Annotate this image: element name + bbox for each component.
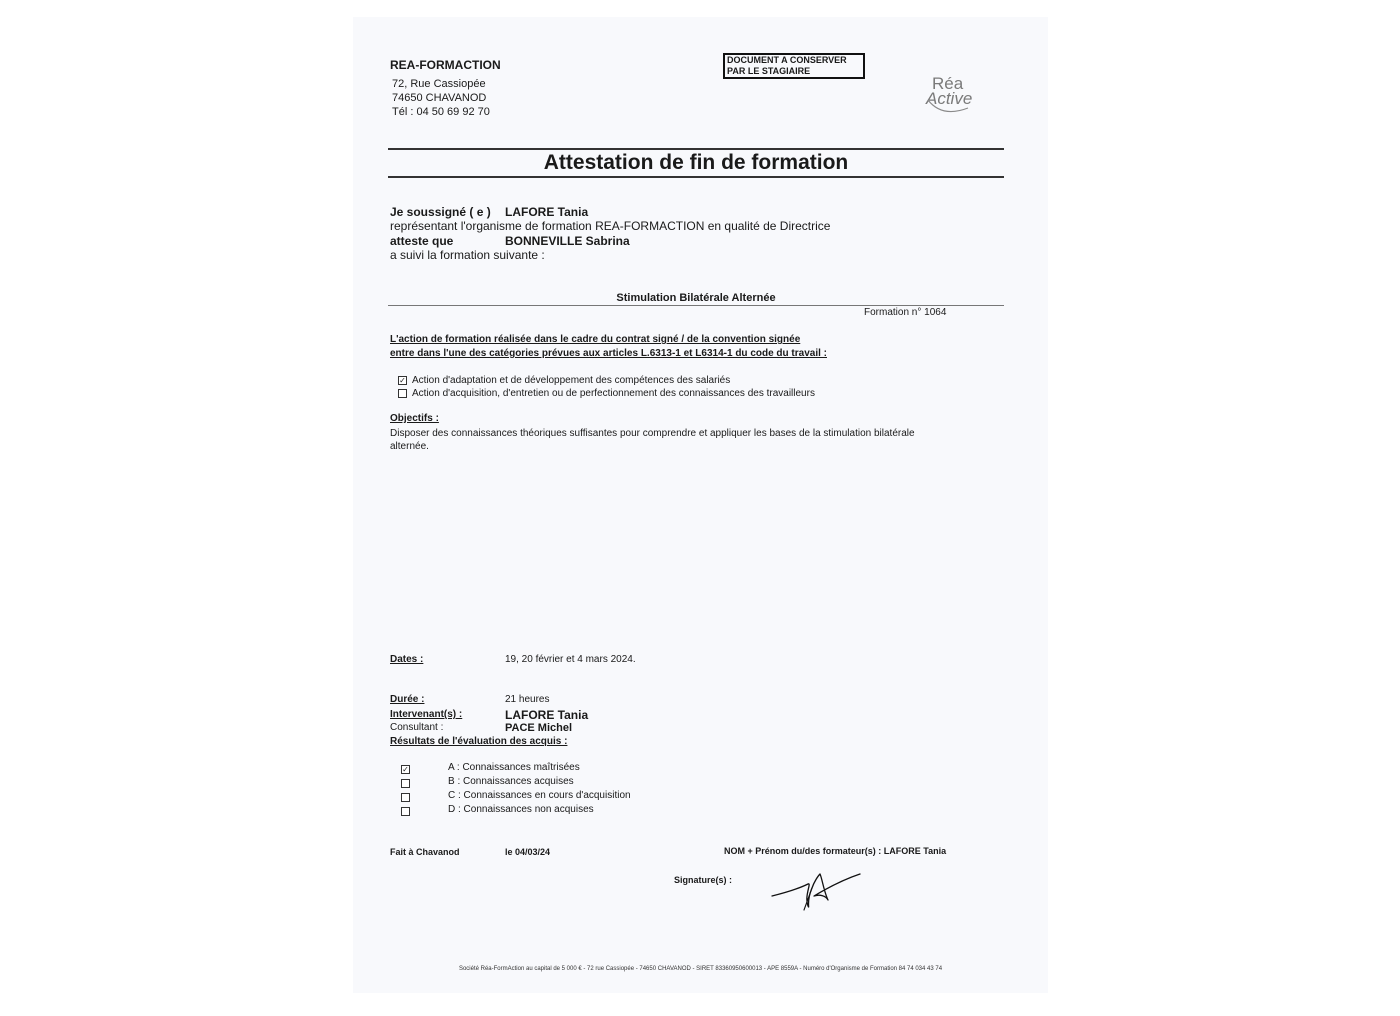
training-rule — [388, 305, 1004, 306]
objectives-line1: Disposer des connaissances théoriques suffisantes pour comprendre et appliquer les bases de la stimulation bilatérale — [390, 428, 915, 439]
consultant-name: PACE Michel — [505, 722, 573, 734]
result-c-label: C : Connaissances en cours d'acquisition — [448, 790, 631, 801]
result-d-label: D : Connaissances non acquises — [448, 804, 594, 815]
results-label: Résultats de l'évaluation des acquis : — [390, 736, 568, 747]
action-option-2-checkbox[interactable] — [398, 389, 407, 398]
dates-value: 19, 20 février et 4 mars 2024. — [505, 654, 636, 665]
action-heading-line2: entre dans l'une des catégories prévues aux articles L.6313-1 et L6314-1 du code du travail : — [390, 348, 827, 359]
followed-text: a suivi la formation suivante : — [390, 248, 545, 262]
action-heading-line1: L'action de formation réalisée dans le cadre du contrat signé / de la convention signée — [390, 334, 801, 345]
org-address-line1: 72, Rue Cassiopée — [392, 78, 486, 90]
title-rule-bottom — [388, 176, 1004, 178]
result-b-label: B : Connaissances acquises — [448, 776, 574, 787]
duration-value: 21 heures — [505, 694, 550, 705]
conserver-line1: DOCUMENT A CONSERVER — [727, 55, 847, 65]
objectives-label: Objectifs : — [390, 413, 439, 424]
duration-label: Durée : — [390, 694, 425, 705]
result-c-checkbox[interactable] — [401, 793, 410, 802]
consultant-label: Consultant : — [390, 722, 444, 733]
page-title: Attestation de fin de formation — [543, 151, 849, 174]
org-address-line2: 74650 CHAVANOD — [392, 92, 487, 104]
org-phone: Tél : 04 50 69 92 70 — [392, 106, 490, 118]
handwritten-signature — [768, 866, 864, 919]
title-rule-top — [388, 148, 1004, 150]
logo-text-active: Active — [926, 89, 973, 108]
training-number: Formation n° 1064 — [864, 307, 947, 318]
training-name: Stimulation Bilatérale Alternée — [616, 292, 776, 304]
objectives-line2: alternée. — [390, 441, 429, 452]
trainers-names: NOM + Prénom du/des formateur(s) : LAFORE Tania — [724, 846, 947, 856]
action-option-1-checkbox[interactable]: ✓ — [399, 376, 406, 385]
result-b-checkbox[interactable] — [401, 779, 410, 788]
trainee-name: BONNEVILLE Sabrina — [505, 234, 630, 248]
signature-place: Fait à Chavanod — [390, 847, 460, 857]
conserver-line2: PAR LE STAGIAIRE — [727, 66, 811, 76]
conserver-stamp — [723, 53, 865, 79]
result-a-checkbox[interactable]: ✓ — [402, 765, 409, 774]
action-option-2-label: Action d'acquisition, d'entretien ou de perfectionnement des connaissances des travailleurs — [412, 388, 815, 399]
dates-label: Dates : — [390, 654, 424, 665]
result-d-checkbox[interactable] — [401, 807, 410, 816]
rea-active-logo — [924, 70, 996, 116]
logo-text-rea: Réa — [932, 74, 964, 93]
undersigned-name: LAFORE Tania — [505, 205, 589, 219]
representing-text: représentant l'organisme de formation REA-FORMACTION en qualité de Directrice — [390, 219, 831, 233]
result-a-label: A : Connaissances maîtrisées — [448, 762, 580, 773]
signature-date: le 04/03/24 — [505, 847, 551, 857]
undersigned-label: Je soussigné ( e ) — [390, 205, 491, 219]
org-name: REA-FORMACTION — [390, 58, 501, 72]
attests-label: atteste que — [390, 234, 454, 248]
intervenant-name: LAFORE Tania — [505, 708, 589, 722]
intervenants-label: Intervenant(s) : — [390, 709, 463, 720]
action-option-1-label: Action d'adaptation et de développement des compétences des salariés — [412, 375, 731, 386]
signature-label: Signature(s) : — [674, 875, 733, 885]
legal-footer: Société Réa-FormAction au capital de 5 000 € - 72 rue Cassiopée - 74650 CHAVANOD - SIRET 83360950600013 - APE 8559A - Numéro d'Organisme de Formation 84 74 034 43 74 — [458, 966, 943, 972]
